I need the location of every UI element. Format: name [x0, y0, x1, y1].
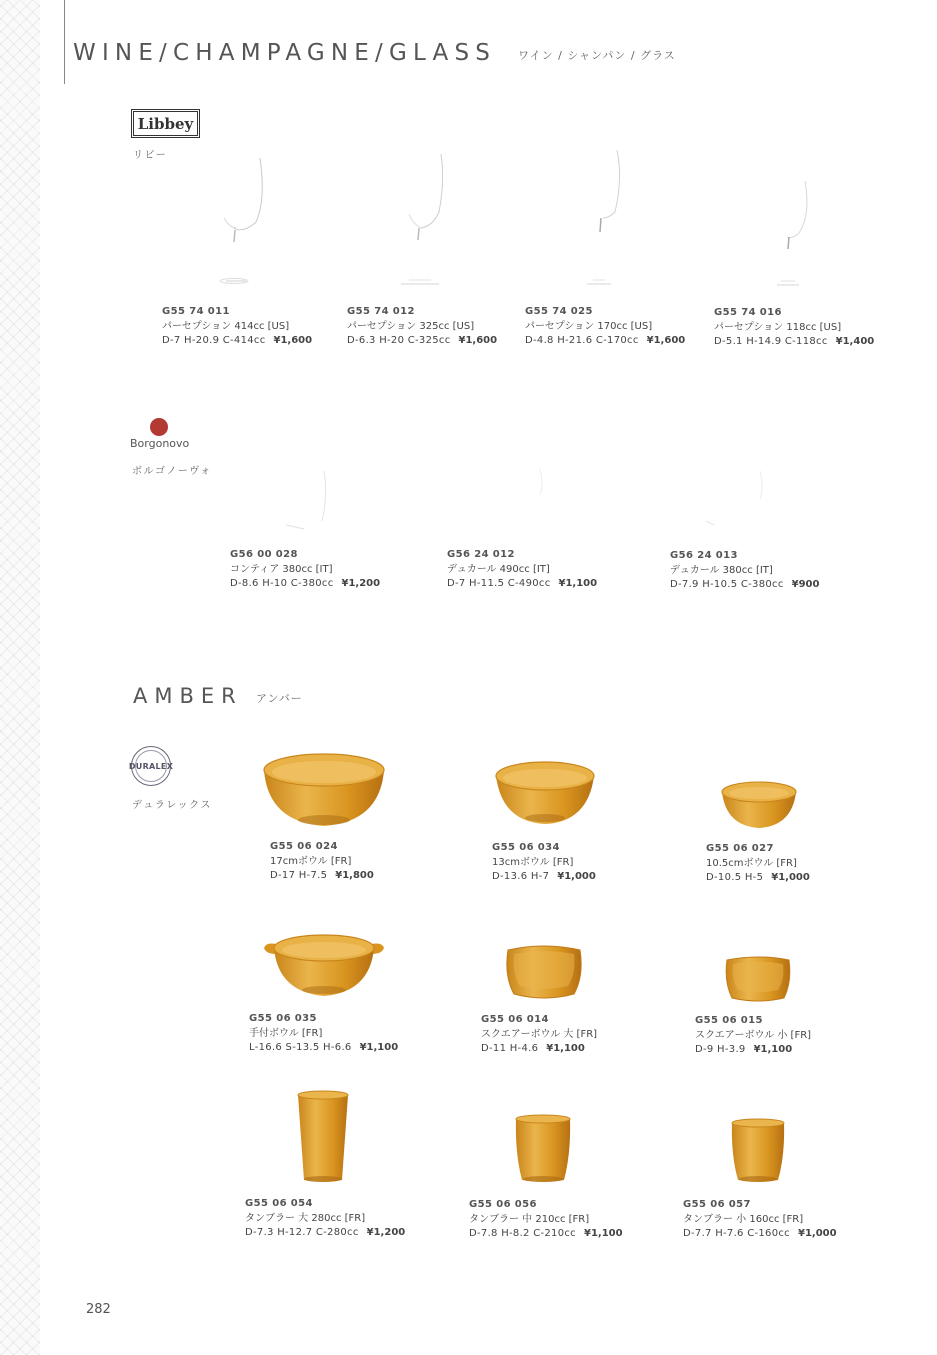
product-spec: D-7.8 H-8.2 C-210cc [469, 1228, 576, 1239]
product-price: ¥1,400 [835, 336, 875, 347]
product-card [670, 549, 819, 593]
glass-image [280, 465, 340, 535]
product-price: ¥1,100 [753, 1044, 793, 1055]
borgonovo-mark-icon [150, 418, 168, 436]
product-card [492, 841, 596, 885]
product-price: ¥1,000 [557, 871, 596, 882]
product-code: G56 00 028 [230, 549, 298, 560]
product-spec: D-11 H-4.6 [481, 1043, 539, 1054]
product-code: G56 24 012 [447, 549, 515, 560]
product-name: パーセプション 414cc [US] [162, 320, 290, 332]
wine-glass-image [210, 150, 280, 295]
product-name: タンブラー 中 210cc [FR] [469, 1213, 590, 1225]
wine-glass-image [765, 175, 825, 295]
product-code: G55 74 011 [162, 306, 230, 317]
product-price: ¥1,600 [458, 335, 498, 346]
product-code: G55 74 025 [525, 306, 593, 317]
product-price: ¥1,200 [341, 578, 381, 589]
product-code: G55 06 034 [492, 842, 560, 853]
amber-tumbler-image [514, 1114, 572, 1186]
page-number: 282 [86, 1302, 111, 1317]
product-card [481, 1013, 597, 1057]
page-title: WINE/CHAMPAGNE/GLASS [73, 40, 497, 66]
product-card [249, 1012, 398, 1056]
product-price: ¥1,100 [546, 1043, 585, 1054]
product-code: G55 06 054 [245, 1198, 313, 1209]
product-name: タンブラー 大 280cc [FR] [245, 1212, 366, 1224]
product-card [447, 548, 597, 592]
product-code: G55 06 014 [481, 1014, 549, 1025]
product-name: 10.5cmボウル [FR] [706, 857, 797, 869]
product-spec: D-6.3 H-20 C-325cc [347, 335, 451, 346]
wine-glass-image [395, 150, 465, 295]
product-spec: D-13.6 H-7 [492, 871, 550, 882]
product-spec: D-7.3 H-12.7 C-280cc [245, 1227, 359, 1238]
amber-tumbler-image [730, 1118, 786, 1186]
product-code: G56 24 013 [670, 550, 738, 561]
product-card [683, 1198, 837, 1242]
product-price: ¥1,600 [273, 335, 313, 346]
product-name: 13cmボウル [FR] [492, 856, 574, 868]
product-code: G55 06 056 [469, 1199, 537, 1210]
amber-bowl-image [720, 780, 798, 832]
borgonovo-wordmark: Borgonovo [130, 437, 190, 450]
section-subtitle: アンバー [256, 692, 303, 705]
product-name: タンブラー 小 160cc [FR] [683, 1213, 804, 1225]
page-edge-pattern [0, 0, 40, 1355]
product-price: ¥1,100 [583, 1228, 623, 1239]
duralex-kana: デュラレックス [132, 800, 212, 811]
amber-handled-bowl-image [262, 930, 386, 1000]
product-name: 17cmボウル [FR] [270, 855, 352, 867]
amber-bowl-image [262, 752, 386, 830]
amber-bowl-image [494, 760, 596, 828]
title-rule [64, 0, 65, 84]
borgonovo-kana: ボルゴノーヴォ [132, 466, 212, 477]
product-card [162, 305, 312, 349]
product-code: G55 06 024 [270, 841, 338, 852]
product-spec: D-7 H-20.9 C-414cc [162, 335, 266, 346]
product-spec: D-7.7 H-7.6 C-160cc [683, 1228, 790, 1239]
product-name: デュカール 490cc [IT] [447, 563, 550, 575]
product-code: G55 74 012 [347, 306, 415, 317]
product-card [525, 305, 685, 349]
product-spec: D-9 H-3.9 [695, 1044, 746, 1055]
product-spec: D-5.1 H-14.9 C-118cc [714, 336, 828, 347]
product-name: パーセプション 325cc [US] [347, 320, 475, 332]
product-card [706, 842, 810, 886]
product-spec: D-8.6 H-10 C-380cc [230, 578, 334, 589]
product-name: パーセプション 118cc [US] [714, 321, 842, 333]
wine-glass-image [575, 148, 645, 293]
product-card [347, 305, 497, 349]
product-price: ¥1,100 [558, 578, 598, 589]
product-name: パーセプション 170cc [US] [525, 320, 653, 332]
glass-image [500, 465, 560, 535]
product-price: ¥900 [791, 579, 820, 590]
product-card [230, 548, 380, 592]
product-price: ¥1,800 [335, 870, 374, 881]
product-code: G55 06 057 [683, 1199, 751, 1210]
libbey-logo: Libbey [133, 111, 198, 136]
product-name: 手付ボウル [FR] [249, 1027, 323, 1039]
amber-square-bowl-image [724, 952, 792, 1004]
product-price: ¥1,000 [771, 872, 810, 883]
product-name: スクエアーボウル 大 [FR] [481, 1028, 598, 1040]
product-card [695, 1014, 811, 1058]
amber-tumbler-image [296, 1090, 350, 1186]
product-price: ¥1,100 [359, 1042, 399, 1053]
product-name: デュカール 380cc [IT] [670, 564, 773, 576]
section-title: AMBER [133, 684, 243, 708]
amber-square-bowl-image [504, 940, 584, 1002]
product-card [714, 306, 874, 350]
product-name: コンティア 380cc [IT] [230, 563, 333, 575]
libbey-kana: リビー [133, 150, 168, 161]
borgonovo-logo [130, 418, 200, 456]
product-spec: D-7.9 H-10.5 C-380cc [670, 579, 784, 590]
product-card [270, 840, 374, 884]
product-name: スクエアーボウル 小 [FR] [695, 1029, 812, 1041]
page-subtitle: ワイン / シャンパン / グラス [518, 49, 676, 62]
product-code: G55 06 015 [695, 1015, 763, 1026]
glass-image [700, 465, 780, 535]
product-code: G55 06 027 [706, 843, 774, 854]
product-price: ¥1,000 [797, 1228, 837, 1239]
product-price: ¥1,200 [366, 1227, 406, 1238]
product-code: G55 74 016 [714, 307, 782, 318]
product-code: G55 06 035 [249, 1013, 317, 1024]
product-card [245, 1197, 405, 1241]
product-price: ¥1,600 [646, 335, 686, 346]
product-card [469, 1198, 623, 1242]
product-spec: D-17 H-7.5 [270, 870, 328, 881]
product-spec: D-10.5 H-5 [706, 872, 764, 883]
product-spec: D-7 H-11.5 C-490cc [447, 578, 551, 589]
product-spec: L-16.6 S-13.5 H-6.6 [249, 1042, 352, 1053]
product-spec: D-4.8 H-21.6 C-170cc [525, 335, 639, 346]
duralex-logo: DURALEX [131, 746, 171, 786]
